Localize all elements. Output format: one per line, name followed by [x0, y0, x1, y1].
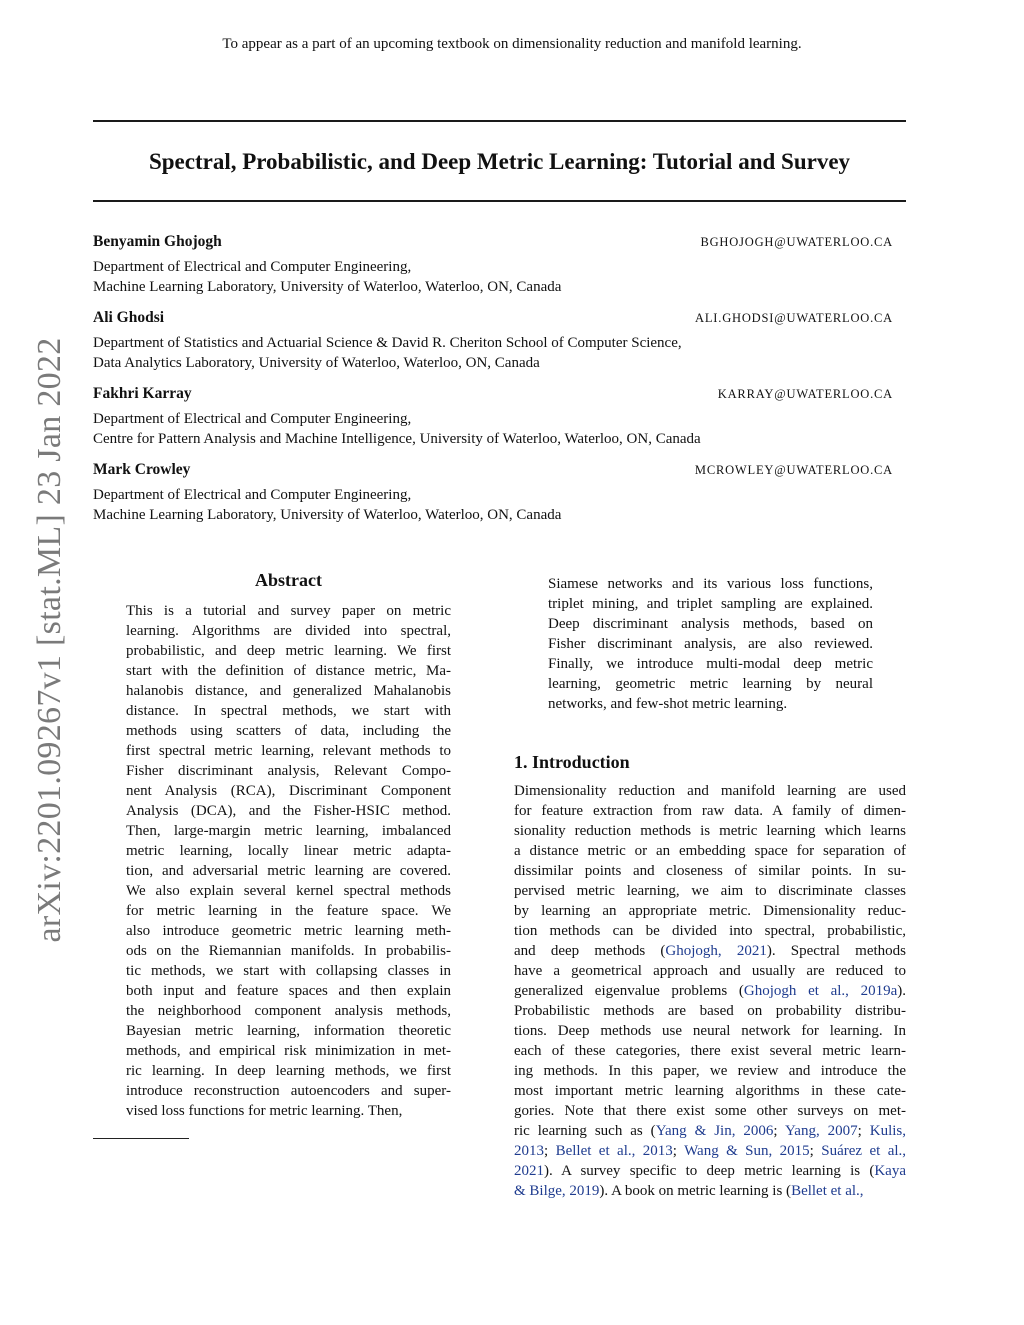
text-line: ods on the Riemannian manifolds. In probabilis-	[126, 943, 451, 959]
text-line: learning. Algorithms are divided into spectral,	[126, 623, 451, 639]
author-affiliation	[93, 485, 893, 525]
citation-link[interactable]: Bellet et al., 2013	[555, 1143, 673, 1159]
text-line: We also explain several kernel spectral methods	[126, 883, 451, 899]
text-segment: ). Spectral methods	[766, 943, 906, 959]
footnote-rule	[93, 1138, 189, 1139]
text-line	[514, 841, 906, 861]
author-block	[93, 385, 893, 449]
text-line: the neighborhood component analysis methods,	[126, 1003, 451, 1019]
citation-link[interactable]: Ghojogh, 2021	[665, 943, 767, 959]
text-segment: and deep methods (	[514, 943, 666, 959]
introduction-heading: 1. Introduction	[514, 752, 630, 772]
author-affiliation	[93, 333, 893, 373]
author-name: Ali Ghodsi	[93, 309, 165, 326]
text-segment: dissimilar points and closeness of similar points. In su-	[514, 863, 906, 879]
text-line: ric learning. In deep learning methods, we first	[126, 1063, 451, 1079]
affiliation-line: Department of Statistics and Actuarial Science & David R. Cheriton School of Computer Science,	[93, 335, 682, 351]
text-line	[514, 1121, 906, 1141]
author-email[interactable]: MCROWLEY@UWATERLOO.CA	[694, 463, 893, 477]
citation-link[interactable]: & Bilge, 2019	[514, 1183, 600, 1199]
text-segment: ;	[672, 1143, 685, 1159]
text-line	[514, 781, 906, 801]
text-segment: generalized eigenvalue problems (	[514, 983, 744, 999]
text-line	[514, 881, 906, 901]
text-segment: ;	[544, 1143, 556, 1159]
arxiv-identifier: arXiv:2201.09267v1 [stat.ML] 23 Jan 2022	[31, 337, 68, 943]
author-name: Benyamin Ghojogh	[93, 233, 222, 250]
paper-title: Spectral, Probabilistic, and Deep Metric Learning: Tutorial and Survey	[148, 149, 851, 174]
citation-link[interactable]: 2021	[514, 1163, 544, 1179]
text-segment: gories. Note that there exist some other surveys on met-	[514, 1103, 906, 1119]
text-line	[514, 961, 906, 981]
text-line: both input and feature spaces and then explain	[126, 983, 451, 999]
text-line: also introduce geometric metric learning meth-	[126, 923, 451, 939]
author-email[interactable]: ALI.GHODSI@UWATERLOO.CA	[695, 311, 893, 325]
text-line	[514, 921, 906, 941]
text-line: distance. In spectral methods, we start with	[126, 703, 451, 719]
text-line: Fisher discriminant analysis, Relevant Compo-	[126, 763, 451, 779]
text-segment: most important metric learning algorithms in these cate-	[514, 1083, 906, 1099]
text-segment: ing methods. In this paper, we review and introduce the	[514, 1063, 906, 1079]
text-line: methods using scatters of data, including the	[126, 723, 451, 739]
author-block	[93, 309, 893, 373]
text-line: Fisher discriminant analysis, are also reviewed.	[548, 636, 873, 652]
text-line: triplet mining, and triplet sampling are explained.	[548, 596, 873, 612]
author-name: Mark Crowley	[93, 461, 191, 478]
text-line: This is a tutorial and survey paper on metric	[126, 603, 451, 619]
text-line: metric learning, locally linear metric adapta-	[126, 843, 451, 859]
author-affiliation	[93, 257, 893, 297]
text-line: Analysis (DCA), and the Fisher-HSIC method.	[126, 803, 451, 819]
author-affiliation	[93, 409, 893, 449]
citation-link[interactable]: 2013	[514, 1143, 544, 1159]
text-segment: tion methods can be divided into spectral, probabilistic,	[514, 923, 906, 939]
text-segment: have a geometrical approach and usually are reduced to	[514, 963, 906, 979]
citation-link[interactable]: Yang, 2007	[784, 1123, 858, 1139]
text-segment: sionality reduction methods is metric learning which learns	[514, 823, 906, 839]
citation-link[interactable]: Ghojogh et al., 2019a	[743, 983, 898, 999]
text-segment: ). A survey specific to deep metric learning is (	[544, 1163, 875, 1179]
text-line: start with the definition of distance metric, Ma-	[126, 663, 451, 679]
text-segment: ;	[809, 1143, 822, 1159]
author-name: Fakhri Karray	[93, 385, 192, 402]
affiliation-line: Machine Learning Laboratory, University of Waterloo, Waterloo, ON, Canada	[93, 279, 562, 295]
citation-link[interactable]: Kaya	[874, 1163, 906, 1179]
text-line: first spectral metric learning, relevant methods to	[126, 743, 451, 759]
text-segment: by learning an appropriate metric. Dimensionality reduc-	[514, 903, 906, 919]
citation-link[interactable]: Suárez et al.,	[821, 1143, 907, 1159]
affiliation-line: Data Analytics Laboratory, University of Waterloo, Waterloo, ON, Canada	[93, 355, 540, 371]
text-line: tion, and adversarial metric learning are covered.	[126, 863, 451, 879]
text-line: Bayesian metric learning, information theoretic	[126, 1023, 451, 1039]
text-segment: ric learning such as (	[514, 1123, 656, 1139]
text-line	[514, 1001, 906, 1021]
text-line	[514, 1161, 906, 1181]
text-line: tic methods, we start with collapsing classes in	[126, 963, 451, 979]
citation-link[interactable]: Yang & Jin, 2006	[655, 1123, 774, 1139]
text-segment: for feature extraction from raw data. A family of dimen-	[514, 803, 906, 819]
abstract-heading: Abstract	[255, 570, 322, 590]
text-line	[514, 1101, 906, 1121]
text-segment: ;	[773, 1123, 785, 1139]
text-line: for metric learning in the feature space. We	[126, 903, 451, 919]
abstract-body	[126, 601, 451, 1121]
text-line	[514, 1081, 906, 1101]
text-segment: Probabilistic methods are based on probability distribu-	[514, 1003, 906, 1019]
text-line: probabilistic, and deep metric learning. We first	[126, 643, 451, 659]
text-line	[514, 821, 906, 841]
author-email[interactable]: KARRAY@UWATERLOO.CA	[717, 387, 893, 401]
affiliation-line: Department of Electrical and Computer Engineering,	[93, 259, 412, 275]
text-line	[514, 1181, 906, 1201]
affiliation-line: Machine Learning Laboratory, University of Waterloo, Waterloo, ON, Canada	[93, 507, 562, 523]
text-line: networks, and few-shot metric learning.	[548, 696, 788, 712]
text-line: Finally, we introduce multi-modal deep metric	[548, 656, 873, 672]
author-block	[93, 233, 893, 297]
text-segment: Dimensionality reduction and manifold learning are used	[514, 783, 906, 799]
title-top-rule	[93, 120, 906, 122]
citation-link[interactable]: Bellet et al.,	[791, 1183, 864, 1199]
text-segment: ;	[857, 1123, 870, 1139]
title-bottom-rule	[93, 200, 906, 202]
citation-link[interactable]: Kulis,	[869, 1123, 906, 1139]
text-line	[514, 901, 906, 921]
author-block	[93, 461, 893, 525]
text-segment: tions. Deep methods use neural network for learning. In	[514, 1023, 906, 1039]
affiliation-line: Department of Electrical and Computer Engineering,	[93, 487, 412, 503]
introduction-body	[514, 781, 906, 1201]
text-segment: ).	[897, 983, 906, 999]
text-line: introduce reconstruction autoencoders and super-	[126, 1083, 451, 1099]
text-line	[514, 861, 906, 881]
affiliation-line: Centre for Pattern Analysis and Machine Intelligence, University of Waterloo, Waterloo, ON, Canada	[93, 431, 701, 447]
text-segment: pervised metric learning, we aim to discriminate classes	[514, 883, 906, 899]
text-line: vised loss functions for metric learning. Then,	[126, 1103, 403, 1119]
text-line	[514, 941, 906, 961]
author-email[interactable]: BGHOJOGH@UWATERLOO.CA	[700, 235, 893, 249]
text-line: Then, large-margin metric learning, imbalanced	[126, 823, 451, 839]
text-line	[514, 1061, 906, 1081]
text-line: Siamese networks and its various loss functions,	[548, 576, 873, 592]
text-segment: a distance metric or an embedding space for separation of	[514, 843, 906, 859]
upcoming-textbook-notice: To appear as a part of an upcoming textbook on dimensionality reduction and manifold learning.	[222, 36, 802, 52]
abstract-continued	[548, 574, 873, 714]
text-line: nent Analysis (RCA), Discriminant Component	[126, 783, 451, 799]
text-line: methods, and empirical risk minimization in met-	[126, 1043, 451, 1059]
text-line: halanobis distance, and generalized Mahalanobis	[126, 683, 451, 699]
text-line	[514, 1041, 906, 1061]
affiliation-line: Department of Electrical and Computer Engineering,	[93, 411, 412, 427]
text-line	[514, 981, 906, 1001]
text-line	[514, 801, 906, 821]
text-line: learning, geometric metric learning by neural	[548, 676, 873, 692]
text-line	[514, 1021, 906, 1041]
text-segment: each of these categories, there exist several metric learn-	[514, 1043, 906, 1059]
text-segment: ). A book on metric learning is (	[599, 1183, 792, 1199]
text-line	[514, 1141, 906, 1161]
citation-link[interactable]: Wang & Sun, 2015	[684, 1143, 810, 1159]
text-line: Deep discriminant analysis methods, based on	[548, 616, 873, 632]
